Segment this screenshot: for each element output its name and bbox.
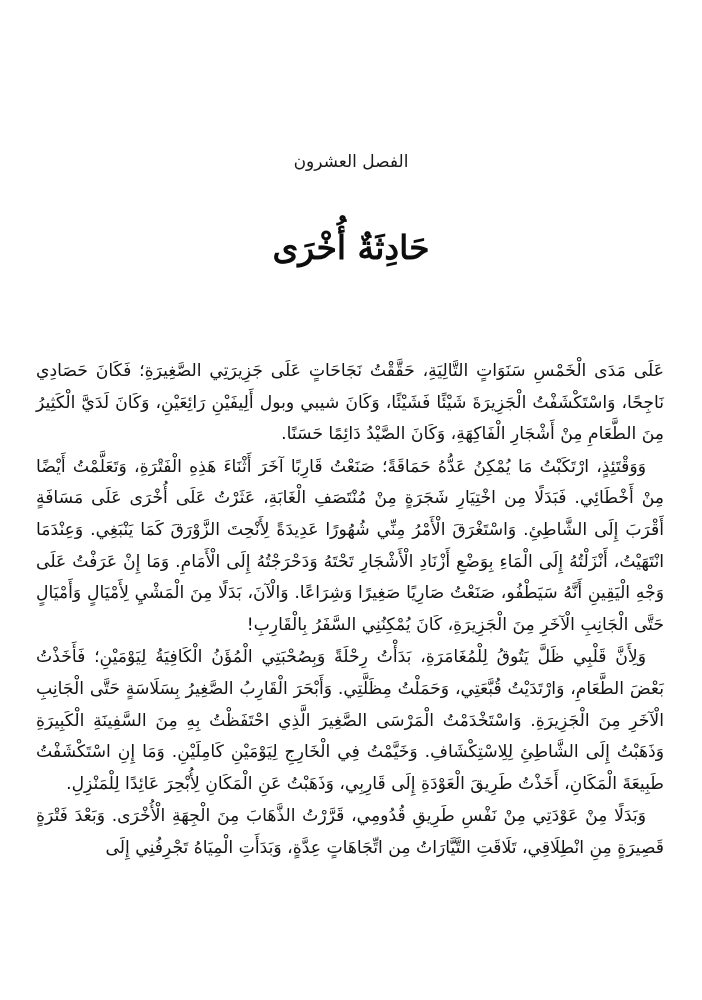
chapter-title: حَادِثَةٌ أُخْرَى	[272, 228, 430, 267]
paragraph: وَوَقْتَئِذٍ، ارْتَكَبْتُ مَا يُمْكِنُ عَدُّهُ حَمَاقَةً؛ صَنَعْتُ قَارِبًا آخَرَ أَثْنَاءَ هَذِهِ الْفَتْرَةِ، وَتَعَلَّمْتُ أَيْضًا مِنْ أَخْطَائِي. فَبَدَلًا مِن اخْتِيَارِ شَجَرَةٍ مِنْ مُنْتَصَفِ الْغَابَةِ، عَثَرْتُ عَلَى أُخْرَى عَلَى مَسَافَةٍ أَقْرَبَ إِلَى الشَّاطِئِ. وَاسْتَغْرَقَ الْأَمْرُ مِنِّي شُهُورًا عَدِيدَةً لِأَنْحِتَ الزَّوْرَقَ كَمَا يَنْبَغِي. وَعِنْدَمَا انْتَهَيْتُ، أَنْزَلْتُهُ إِلَى الْمَاءِ بِوَضْعِ أَزْنَادِ الْأَشْجَارِ تَحْتَهُ وَدَحْرَجْتُهُ إِلَى الْأَمَامِ. وَمَا إِنْ عَرَفْتُ عَلَى وَجْهِ الْيَقِينِ أَنَّهُ سَيَطْفُو، صَنَعْتُ صَارِيًا صَغِيرًا وَشِرَاعًا. وَالْآنَ، بَدَلًا مِنَ الْمَشْيِ لِأَمْيَالٍ وَأَمْيَالٍ حَتَّى الْجَانِبِ الْآخَرِ مِنَ الْجَزِيرَةِ، كَانَ يُمْكِنُنِي السَّفَرُ بِالْقَارِبِ!	[36, 456, 664, 635]
chapter-body	[36, 356, 664, 866]
paragraph: وَلِأَنَّ قَلْبِي ظَلَّ يَتُوقُ لِلْمُغَامَرَةِ، بَدَأْتُ رِحْلَةً وَبِصُحْبَتِي الْمُؤَنُ الْكَافِيَةُ لِيَوْمَيْنِ؛ فَأَخَذْتُ بَعْضَ الطَّعَامِ، وَارْتَدَيْتُ قُبَّعَتِي، وَحَمَلْتُ مِظَلَّتِي. وَأَبْحَرَ الْقَارِبُ الصَّغِيرُ بِسَلَاسَةٍ حَتَّى الْجَانِبِ الْآخَرِ مِنَ الْجَزِيرَةِ. وَاسْتَخْدَمْتُ الْمَرْسَى الصَّغِيرَ الَّذِي احْتَفَظْتُ بِهِ مِنَ السَّفِينَةِ الْكَبِيرَةِ وَذَهَبْتُ إِلَى الشَّاطِئِ لِلِاسْتِكْشَافِ. وَخَيَّمْتُ فِي الْخَارِجِ لِيَوْمَيْنِ كَامِلَيْنِ. وَمَا إِنِ اسْتَكْشَفْتُ طَبِيعَةَ الْمَكَانِ، أَخَذْتُ طَرِيقَ الْعَوْدَةِ إِلَى قَارِبِي، وَذَهَبْتُ عَنِ الْمَكَانِ لِأُبْحِرَ عَائِدًا لِلْمَنْزِلِ.	[36, 647, 664, 794]
chapter-label: الفصل العشرون	[293, 152, 409, 172]
paragraph: وَبَدَلًا مِنْ عَوْدَتِي مِنْ نَفْسِ طَرِيقِ قُدُومِي، قَرَّرْتُ الذَّهَابَ مِنَ الْجِهَةِ الْأُخْرَى. وَبَعْدَ فَتْرَةٍ قَصِيرَةٍ مِنِ انْطِلَاقِي، تَلَاقَتِ التَّيَّارَاتُ مِن اتِّجَاهَاتٍ عِدَّةٍ، وَبَدَأَتِ الْمِيَاهُ تَجْرِفُنِي إِلَى	[36, 806, 664, 858]
paragraph: عَلَى مَدَى الْخَمْسِ سَنَوَاتٍ التَّالِيَةِ، حَقَّقْتُ نَجَاحَاتٍ عَلَى جَزِيرَتِي الصَّغِيرَةِ؛ فَكَانَ حَصَادِي نَاجِحًا، وَاسْتَكْشَفْتُ الْجَزِيرَةَ شَيْئًا فَشَيْئًا، وَكَانَ شيبي وبول أَلِيفَيْنِ رَائِعَيْنِ، وَكَانَ لَدَيَّ الْكَثِيرُ مِنَ الطَّعَامِ مِنْ أَشْجَارِ الْفَاكِهَةِ، وَكَانَ الصَّيْدُ دَائِمًا حَسَنًا.	[36, 361, 664, 445]
